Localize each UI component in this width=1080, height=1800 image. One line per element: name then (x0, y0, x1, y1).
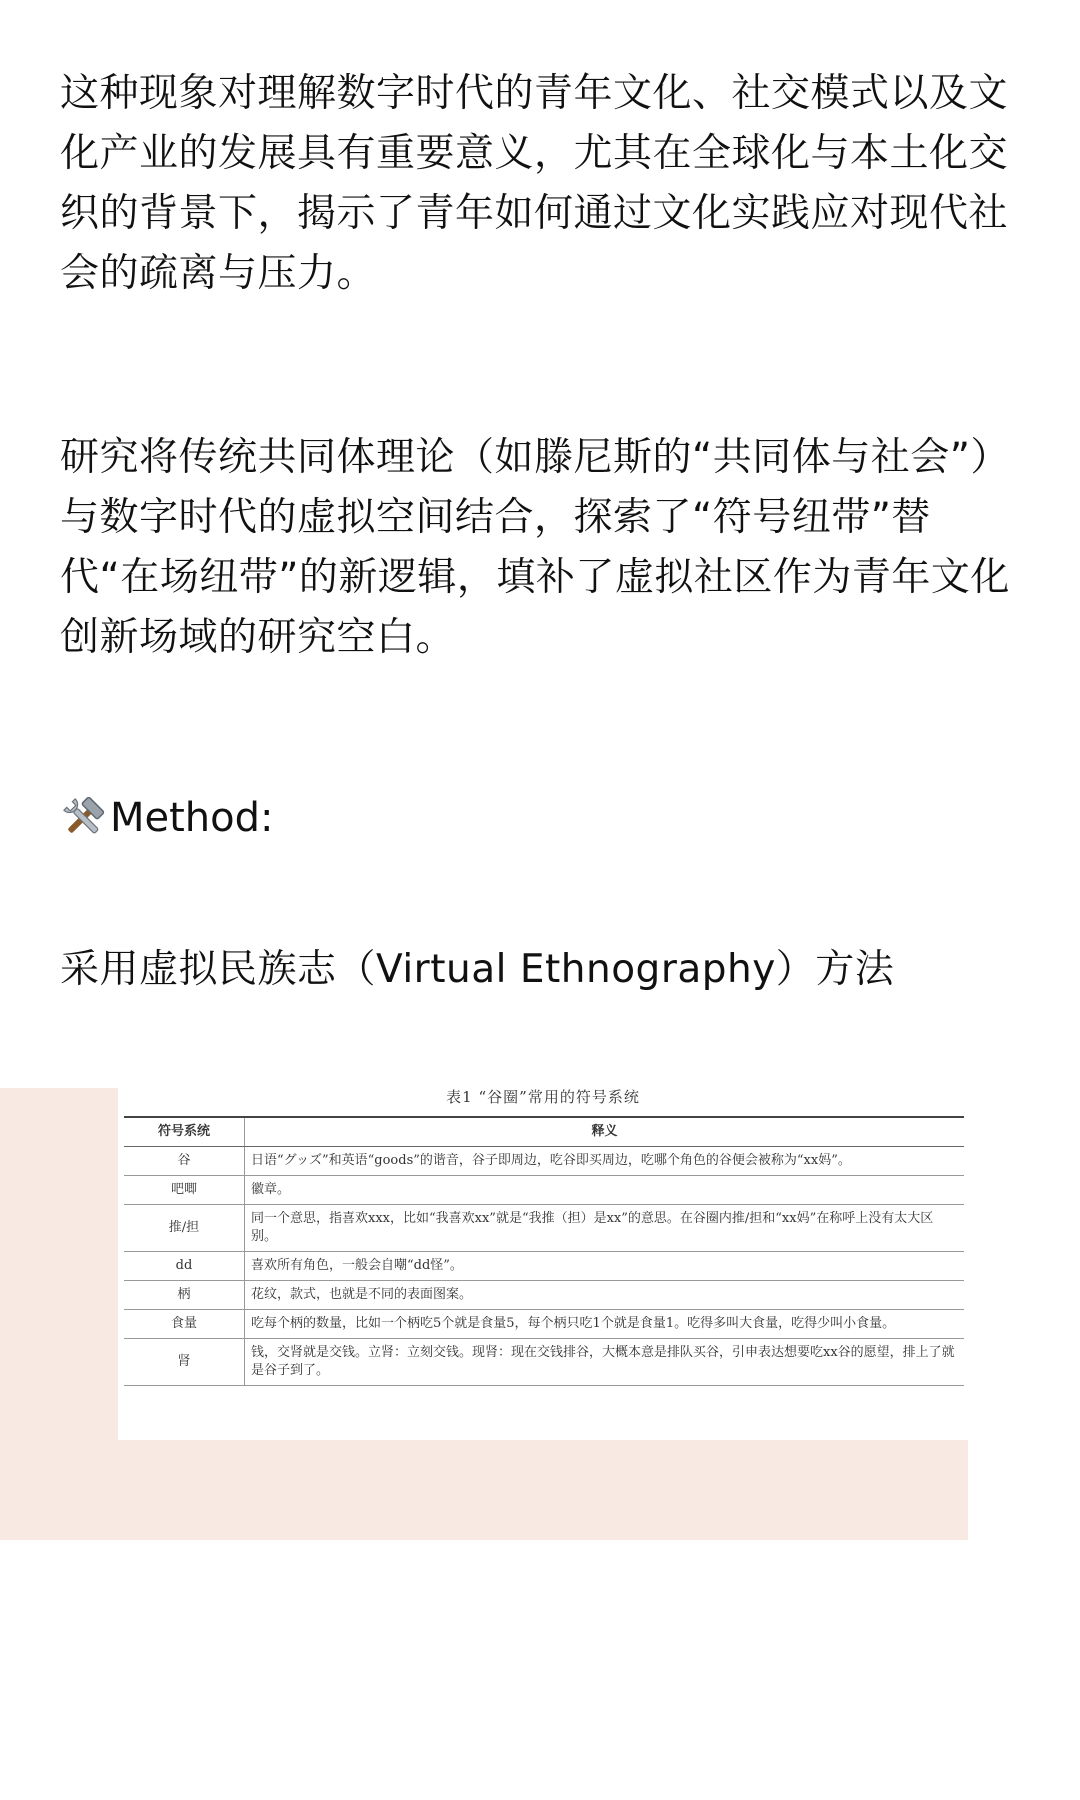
table-row (124, 1252, 964, 1281)
table-caption: 表1 “谷圈”常用的符号系统 (446, 1088, 640, 1106)
table-row (124, 1281, 964, 1310)
symbol-cell: 吧唧 (124, 1176, 245, 1205)
symbol-cell: 谷 (124, 1147, 245, 1176)
symbol-cell: 肾 (124, 1339, 245, 1386)
symbol-cell: 食量 (124, 1310, 245, 1339)
method-label: Method: (110, 795, 274, 841)
table-row (124, 1205, 964, 1252)
intro-paragraph: 这种现象对理解数字时代的青年文化、社交模式以及文化产业的发展具有重要意义，尤其在全球化与本土化交织的背景下，揭示了青年如何通过文化实践应对现代社会的疏离与压力。 (60, 71, 1009, 296)
column-header: 释义 (245, 1117, 965, 1147)
method-heading (60, 788, 274, 848)
research-paragraph: 研究将传统共同体理论（如滕尼斯的“共同体与社会”）与数字时代的虚拟空间结合，探索了“符号纽带”替代“在场纽带”的新逻辑，填补了虚拟社区作为青年文化创新场域的研究空白。 (60, 435, 1010, 660)
symbol-cell: 柄 (124, 1281, 245, 1310)
meaning-cell: 日语“グッズ”和英语“goods”的谐音，谷子即周边，吃谷即买周边，吃哪个角色的谷便会被称为“xx妈”。 (245, 1147, 965, 1176)
symbol-cell: dd (124, 1252, 245, 1281)
symbol-cell: 推/担 (124, 1205, 245, 1252)
meaning-cell: 吃每个柄的数量，比如一个柄吃5个就是食量5，每个柄只吃1个就是食量1。吃得多叫大食量，吃得少叫小食量。 (245, 1310, 965, 1339)
table-figure (118, 1074, 968, 1440)
meaning-cell: 花纹，款式，也就是不同的表面图案。 (245, 1281, 965, 1310)
meaning-cell: 同一个意思，指喜欢xxx，比如“我喜欢xx”就是“我推（担）是xx”的意思。在谷圈内推/担和“xx妈”在称呼上没有太大区别。 (245, 1205, 965, 1252)
table-row (124, 1310, 964, 1339)
meaning-cell: 喜欢所有角色，一般会自嘲“dd怪”。 (245, 1252, 965, 1281)
hammer-and-wrench-icon (60, 795, 106, 841)
symbol-table (124, 1116, 964, 1386)
method-paragraph: 采用虚拟民族志（Virtual Ethnography）方法 (60, 947, 895, 992)
table-header-row (124, 1117, 964, 1147)
meaning-cell: 徽章。 (245, 1176, 965, 1205)
column-header: 符号系统 (124, 1117, 245, 1147)
table-row (124, 1147, 964, 1176)
table-row (124, 1176, 964, 1205)
meaning-cell: 钱，交肾就是交钱。立肾：立刻交钱。现肾：现在交钱排谷，大概本意是排队买谷，引申表达想要吃xx谷的愿望，排上了就是谷子到了。 (245, 1339, 965, 1386)
table-row (124, 1339, 964, 1386)
